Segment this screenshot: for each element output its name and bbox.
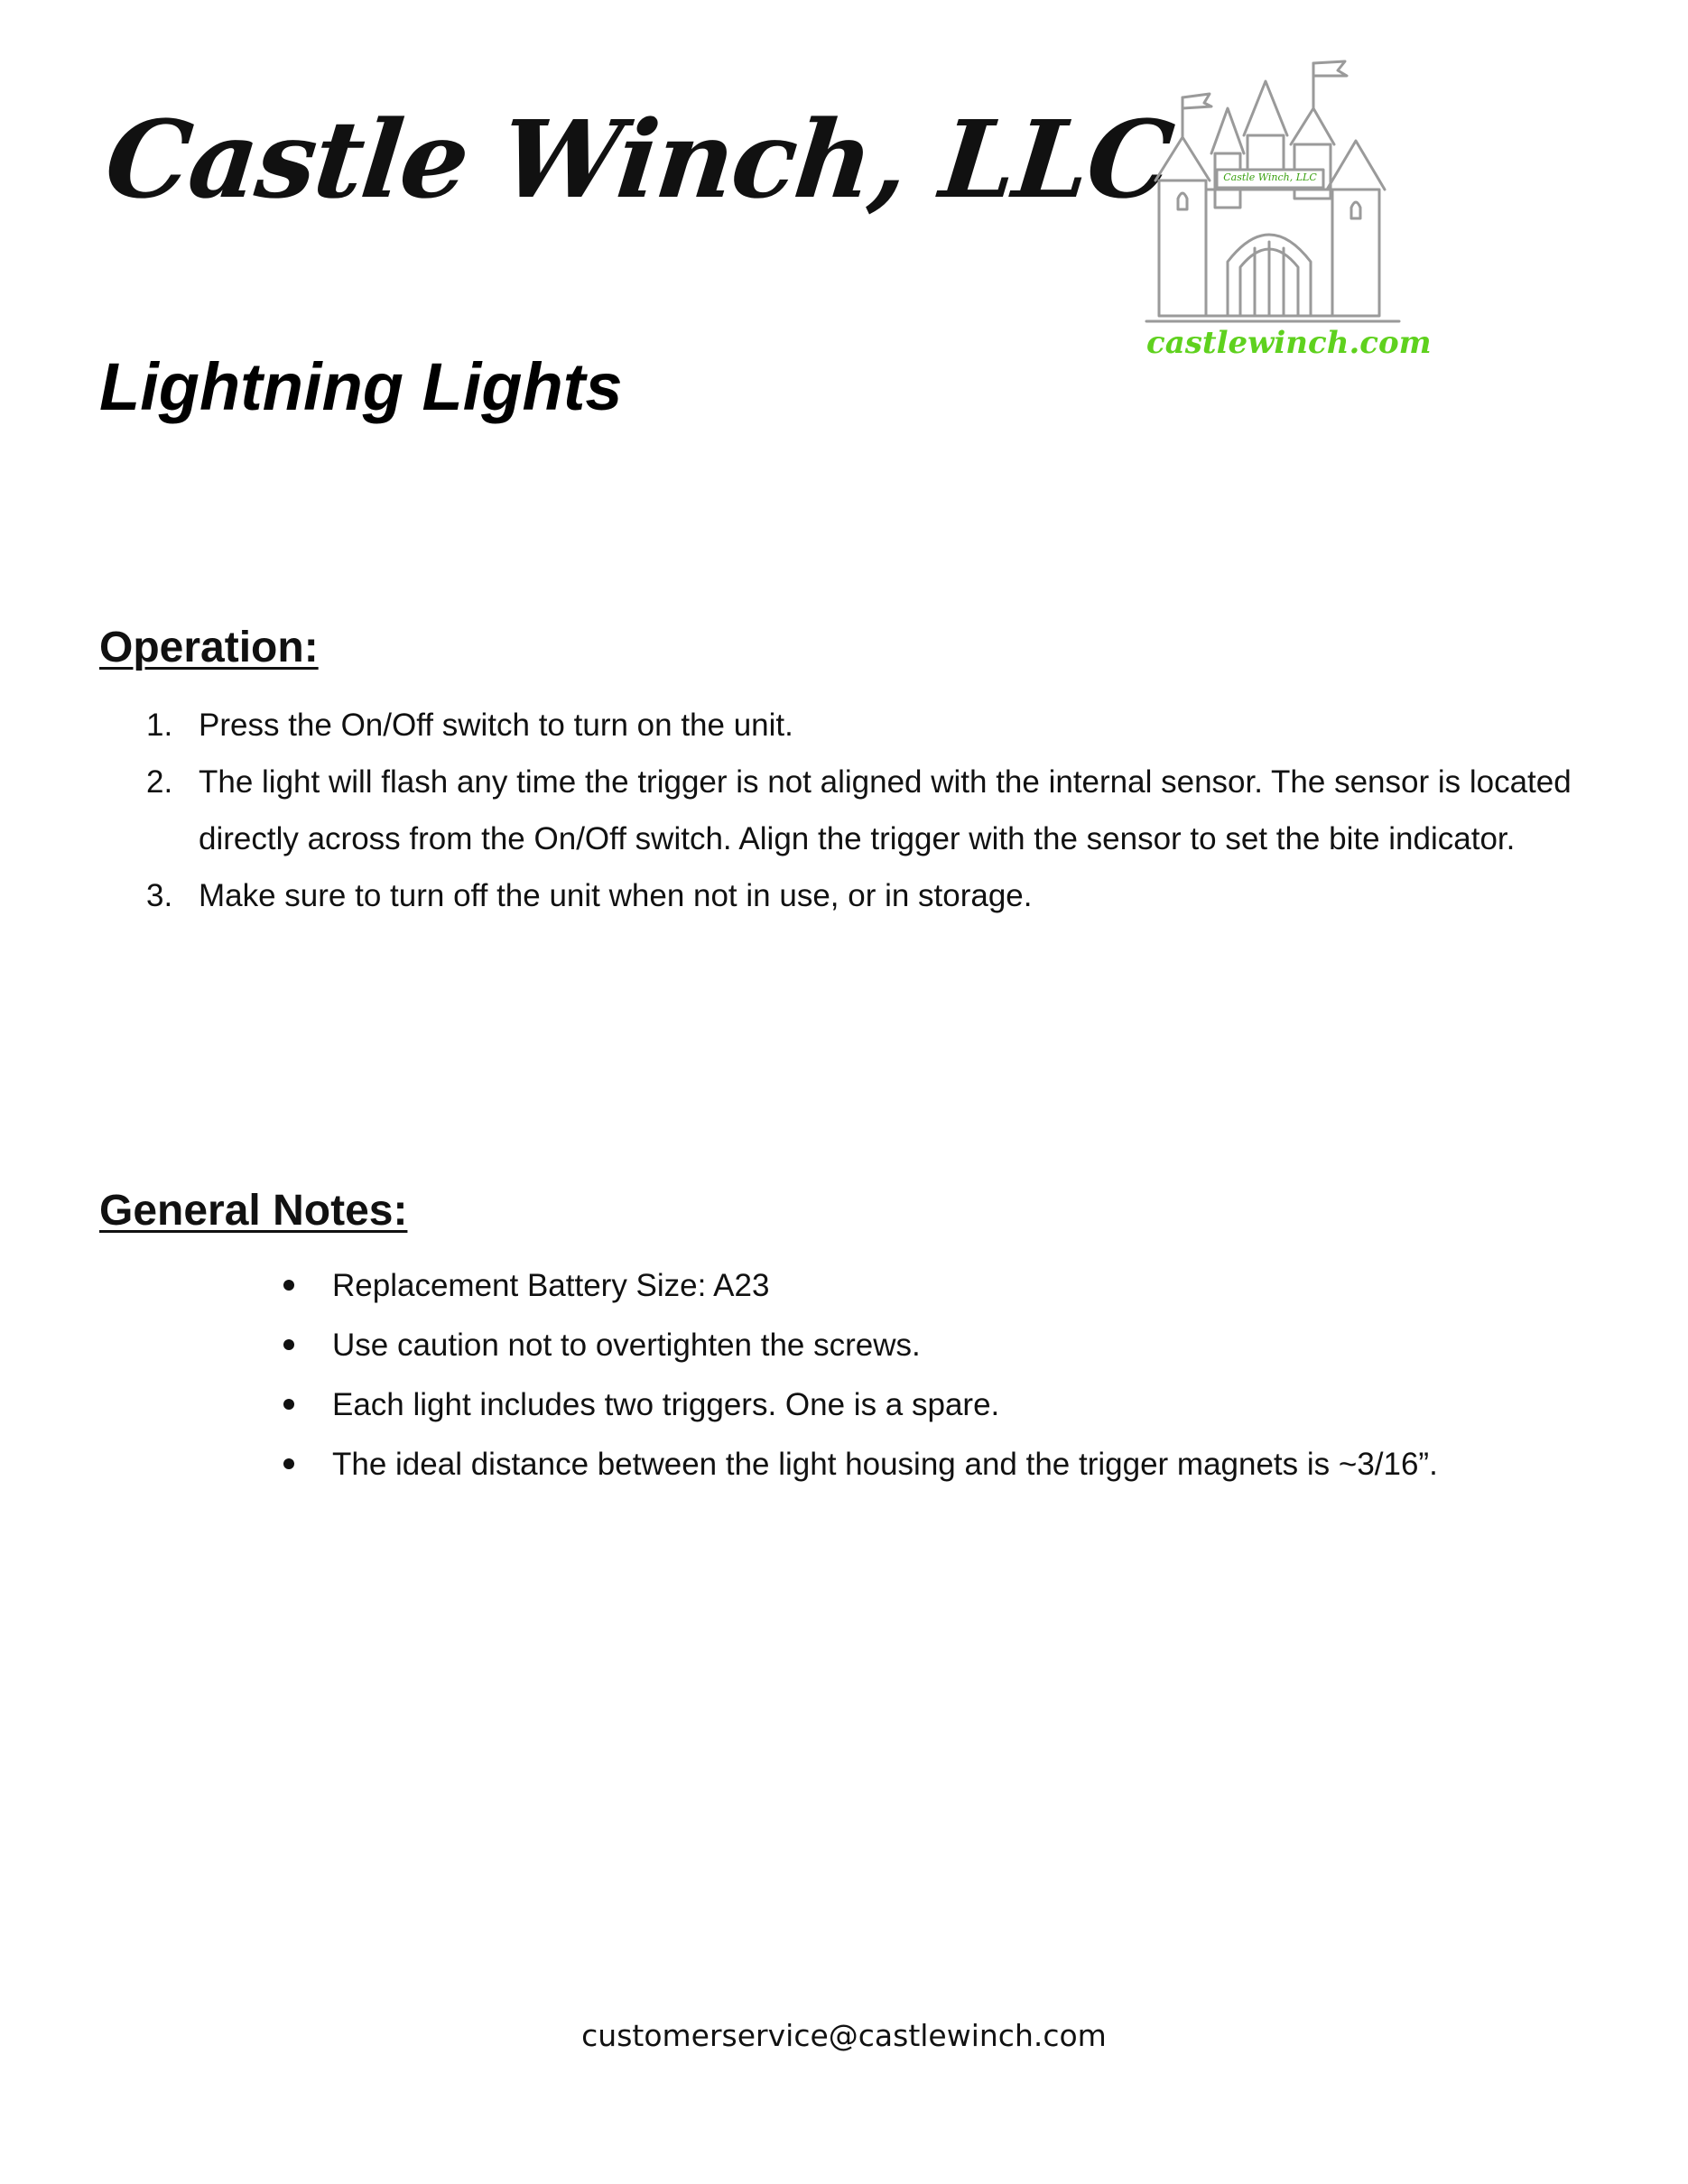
list-item: [146, 754, 1591, 867]
list-item: [278, 1435, 1587, 1495]
list-text: Use caution not to overtighten the screws.: [332, 1328, 921, 1363]
list-item: [146, 697, 1591, 754]
list-text: Make sure to turn off the unit when not in use, or in storage.: [199, 878, 1033, 913]
general-notes-heading: General Notes:: [99, 1187, 408, 1235]
list-number: 1.: [146, 708, 173, 743]
castle-winch-logo: [1128, 54, 1432, 379]
list-item: [146, 867, 1591, 924]
company-name: Castle Winch, LLC: [99, 97, 1178, 222]
list-item: [278, 1375, 1587, 1435]
list-number: 3.: [146, 878, 173, 913]
operation-heading: Operation:: [99, 624, 319, 671]
list-text: The ideal distance between the light housing and the trigger magnets is ~3/16”.: [332, 1447, 1438, 1482]
logo-url: castlewinch.com: [1146, 325, 1432, 361]
bullet-icon: [283, 1399, 294, 1410]
castle-icon: [1128, 54, 1417, 325]
list-item: [278, 1256, 1587, 1316]
footer-email: customerservice@castlewinch.com: [581, 2018, 1107, 2053]
operation-list: [146, 697, 1591, 924]
list-item: [278, 1316, 1587, 1375]
general-notes-list: [278, 1256, 1587, 1495]
list-text: Replacement Battery Size: A23: [332, 1268, 770, 1303]
page-title: Lightning Lights: [99, 349, 623, 424]
list-number: 2.: [146, 764, 173, 800]
bullet-icon: [283, 1339, 294, 1350]
list-text: Press the On/Off switch to turn on the unit.: [199, 708, 793, 743]
bullet-icon: [283, 1280, 294, 1291]
list-text: Each light includes two triggers. One is a spare.: [332, 1387, 1000, 1422]
logo-banner-text: Castle Winch, LLC: [1223, 171, 1317, 183]
bullet-icon: [283, 1458, 294, 1469]
list-text: The light will flash any time the trigger is not aligned with the internal sensor. The sensor is located directly across from the On/Off switch. Align the trigger with the sensor to set the bite indicator.: [199, 764, 1572, 856]
